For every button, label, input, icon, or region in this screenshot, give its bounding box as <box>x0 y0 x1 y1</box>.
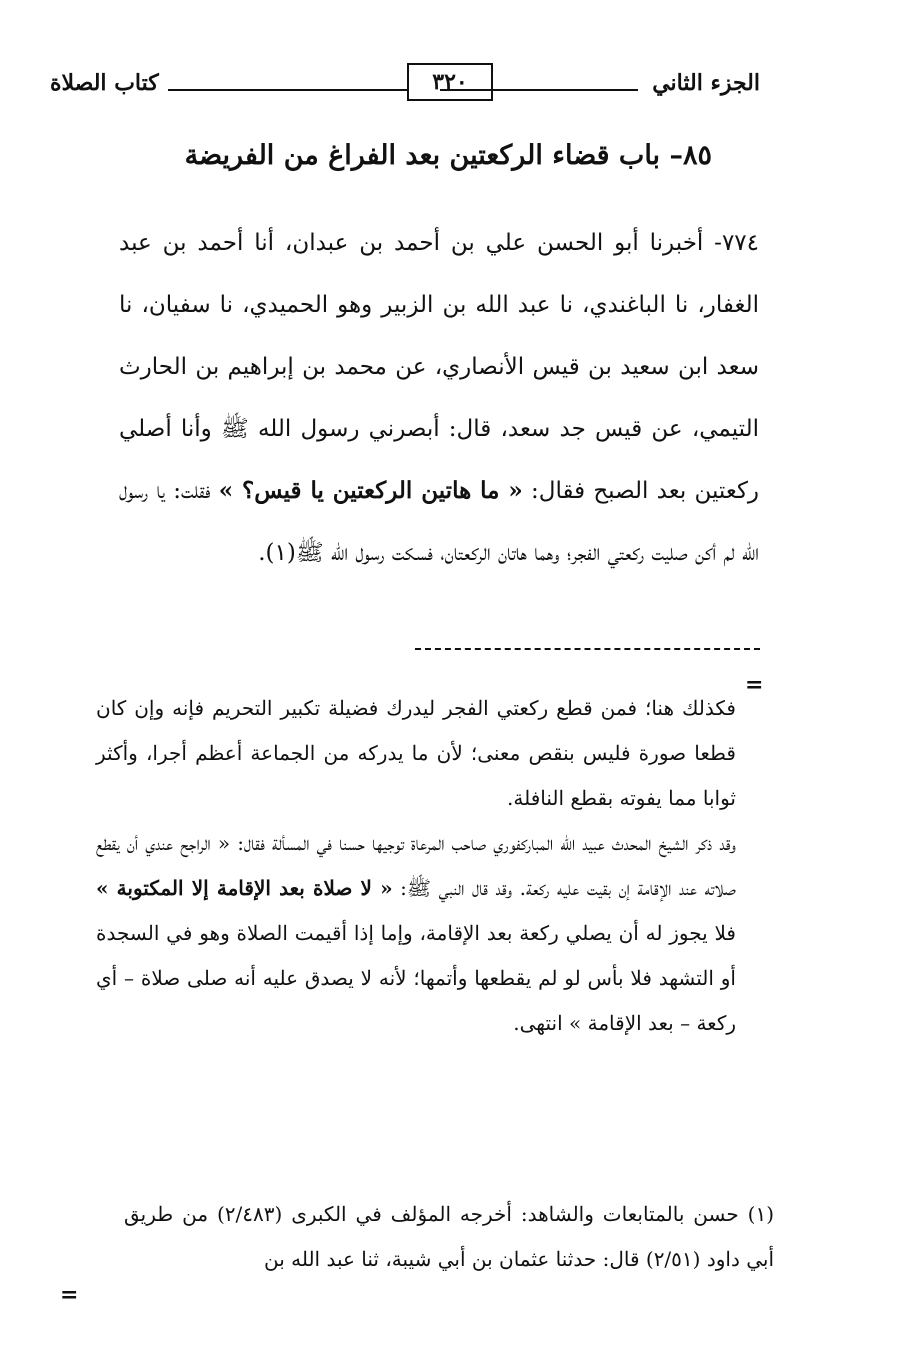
book-title: كتاب الصلاة <box>50 70 159 96</box>
note-quote: « لا صلاة بعد الإقامة إلا المكتوبة » <box>96 876 393 900</box>
note-paragraph-2 <box>96 821 736 1046</box>
hadith-rest: فقلت: يا رسول الله لم أكن صليت ركعتي الفجر؛ وهما هاتان الركعتان، فسكت رسول الله ﷺ(١). <box>119 478 759 566</box>
note-text-a: وقد ذكر الشيخ المحدث عبيد الله المباركفوري صاحب المرعاة توجيها حسنا في المسألة فقال: « الراجح عندي أن يقطع صلاته عند الإقامة إن بقيت عليه ركعة. وقد قال النبي ﷺ: <box>96 831 736 900</box>
header-rule-left <box>168 89 408 91</box>
chapter-dash: – <box>669 140 683 171</box>
hadith-intro: ٧٧٤- أخبرنا أبو الحسن علي بن أحمد بن عبدان، أنا أحمد بن عبد الغفار، نا الباغندي، نا عبد الله بن الزبير وهو الحميدي، نا سفيان، نا سعد ابن سعيد بن قيس الأنصاري، عن محمد بن إبراهيم بن الحارث التيمي، عن قيس جد سعد، قال: أبصرني رسول الله ﷺ وأنا أصلي ركعتين بعد الصبح فقال: <box>119 230 760 504</box>
continuation-mark: = <box>745 672 764 698</box>
part-label: الجزء الثاني <box>652 70 760 96</box>
note-text-b: فلا يجوز له أن يصلي ركعة بعد الإقامة، وإما إذا أقيمت الصلاة وهو في السجدة أو التشهد فلا بأس لو لم يقطعها وأتمها؛ لأنه لا يصدق عليه أنه صلى صلاة – أي ركعة – بعد الإقامة » انتهى. <box>96 921 736 1035</box>
footnote-text: (١) حسن بالمتابعات والشاهد: أخرجه المؤلف في الكبرى (٢/٤٨٣) من طريق أبي داود (٢/٥١) قال: حدثنا عثمان بن أبي شيبة، ثنا عبد الله بن <box>124 1202 774 1271</box>
chapter-title: باب قضاء الركعتين بعد الفراغ من الفريضة <box>184 140 661 171</box>
footnote-continuation-mark: = <box>60 1282 79 1308</box>
footnote <box>124 1192 774 1282</box>
hadith-paragraph <box>119 212 759 584</box>
chapter-number: ٨٥ <box>682 140 712 171</box>
page-number: ٣٢٠ <box>407 63 493 101</box>
footnote-separator <box>415 648 760 650</box>
chapter-heading <box>185 140 712 171</box>
hadith-text <box>119 212 759 584</box>
note-paragraph-1: فكذلك هنا؛ فمن قطع ركعتي الفجر ليدرك فضيلة تكبير التحريم فإنه وإن كان قطعا صورة فليس بنقص معنى؛ لأن ما يدركه من الجماعة أعظم أجرا، وأكثر ثوابا مما يفوته بقطع النافلة. <box>96 696 736 810</box>
page-header <box>40 62 760 112</box>
commentary-notes <box>96 686 736 1046</box>
hadith-quote: « ما هاتين الركعتين يا قيس؟ » <box>218 477 523 504</box>
